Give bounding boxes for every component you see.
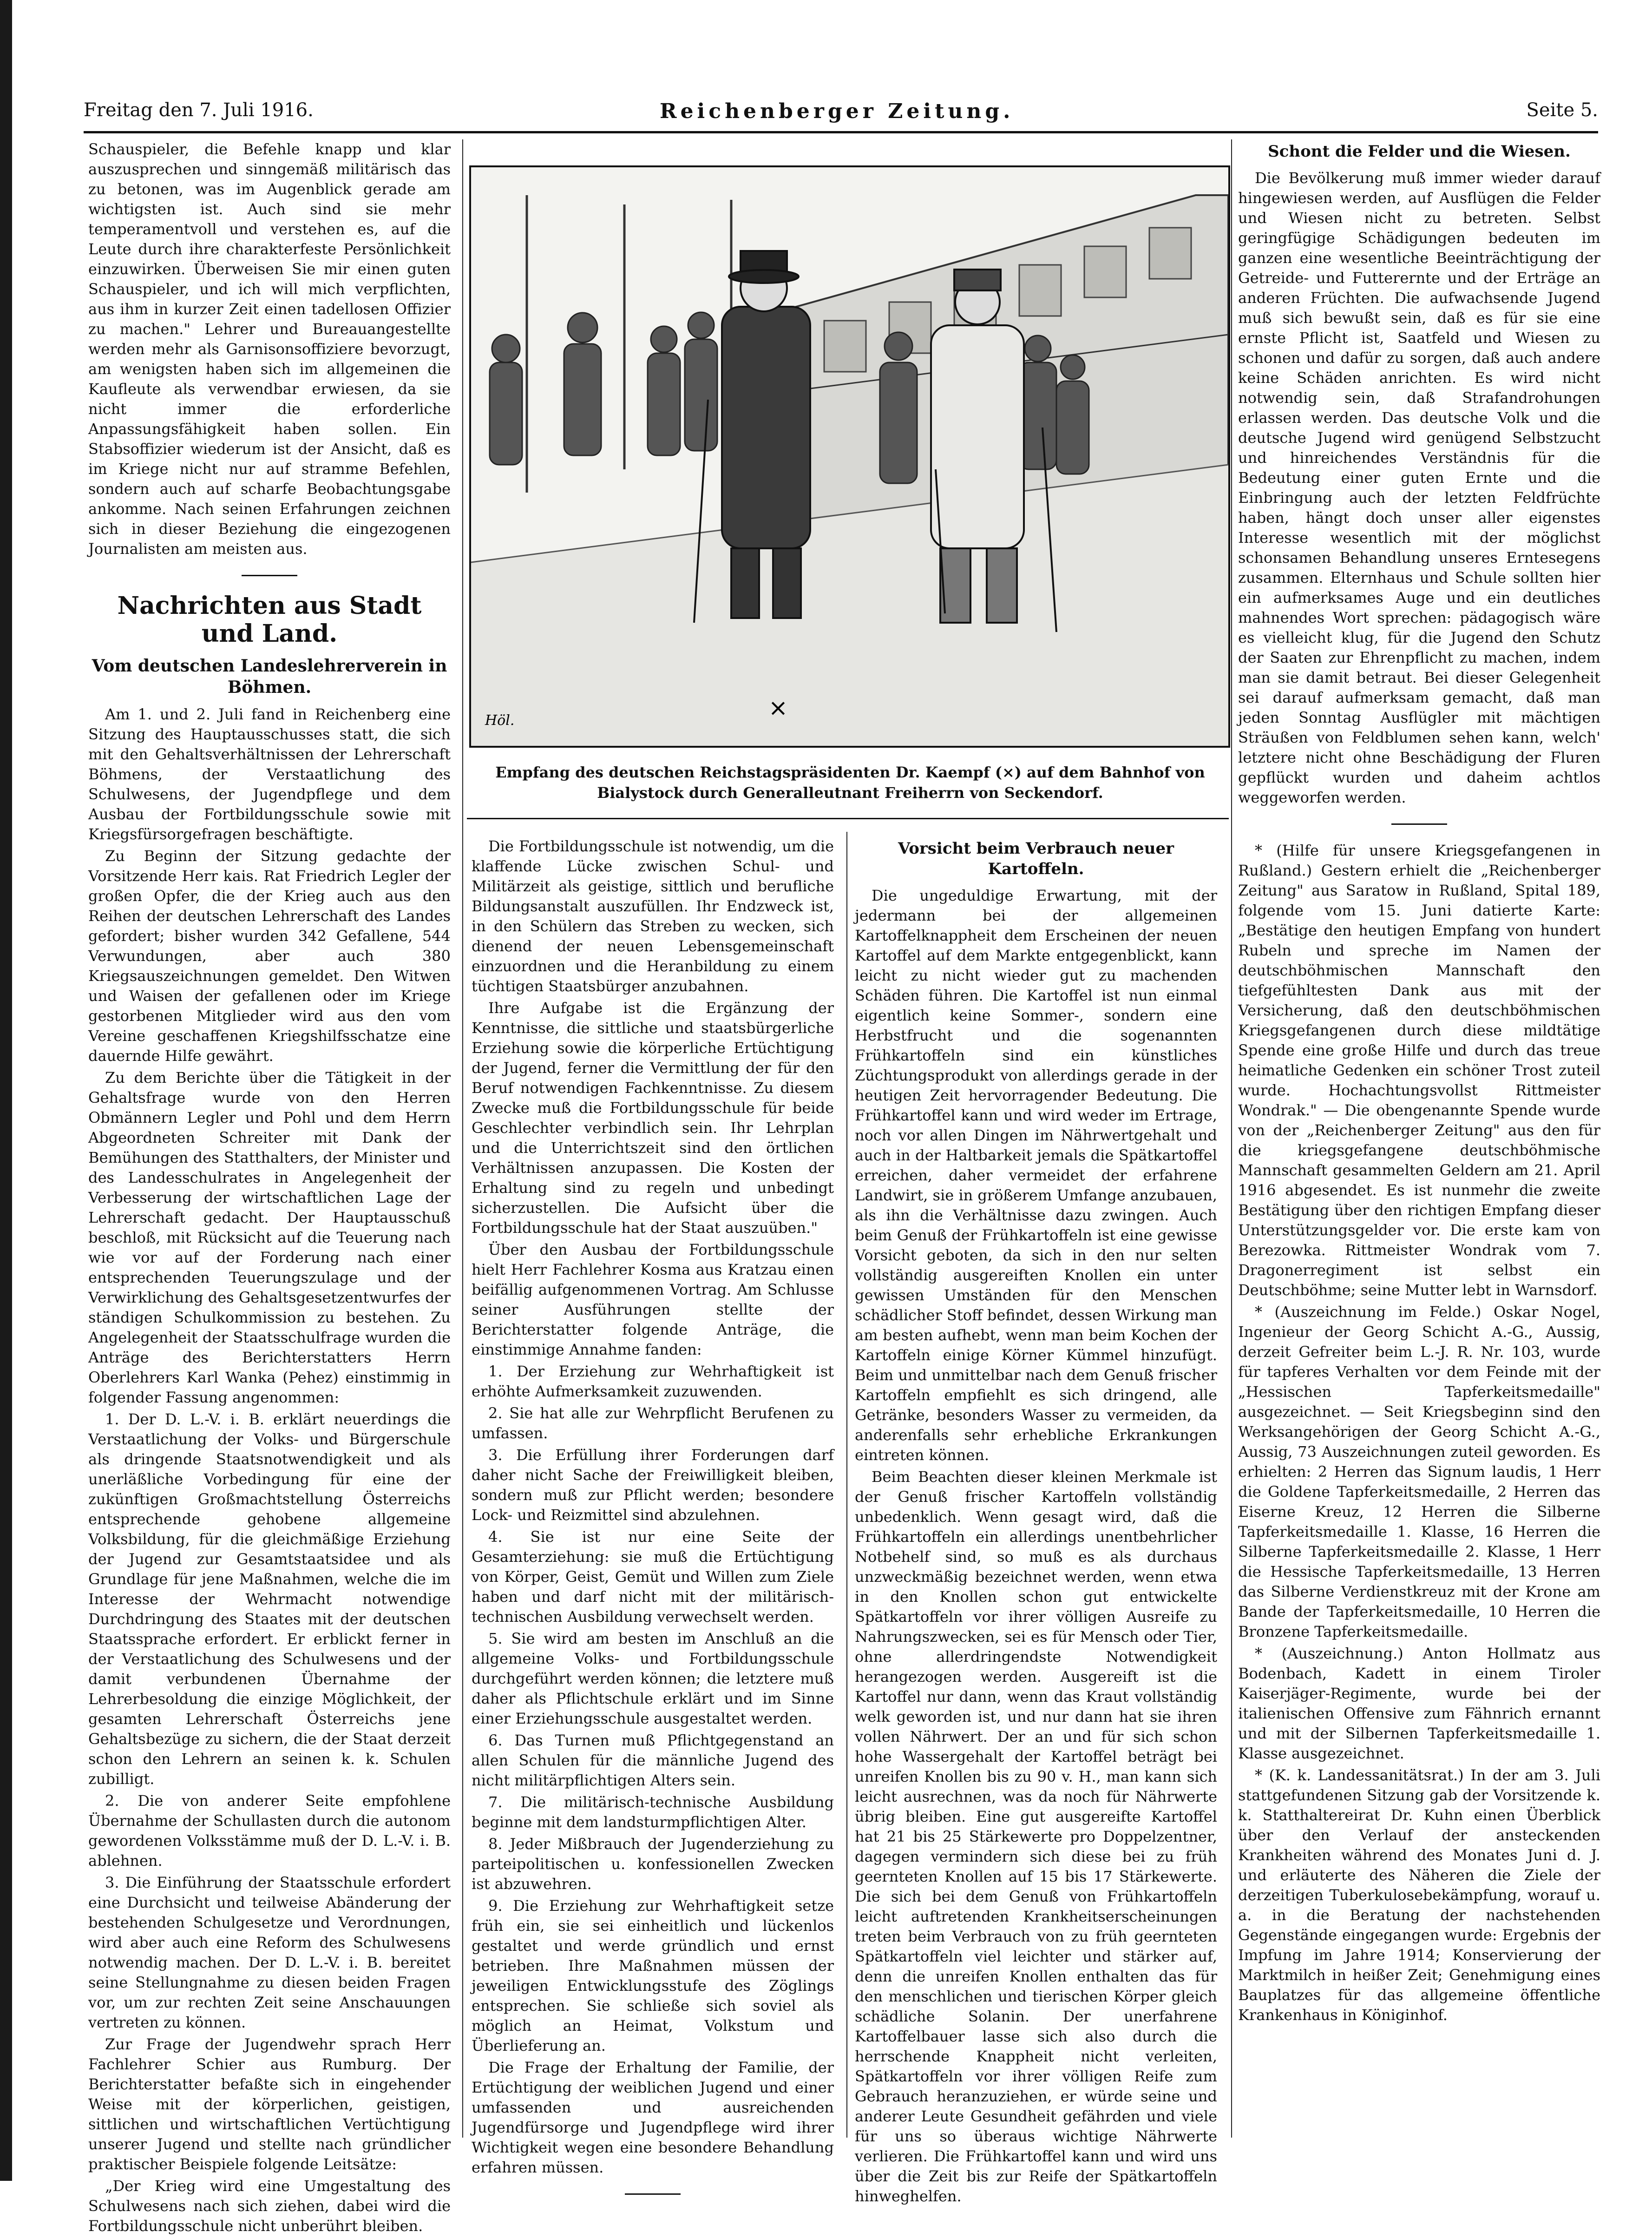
paragraph: Die Bevölkerung muß immer wieder darauf hingewiesen werden, auf Ausflügen die Felder und Wiesen nicht zu betreten. Selbst geringfügige Schädigungen bedeuten im ganzen eine wesentliche Beeinträchtigung der Getreide- und Futterernte und der Erträge an anderen Früchten. Die aufwachsende Jugend muß sich bewußt sein, daß es für sie eine ernste Pflicht ist, Saatfeld und Wiesen zu schonen und dafür zu sorgen, daß auch andere keine Schäden anrichten. Es wird nicht notwendig sein, daß Strafandrohungen erlassen werden. Das deutsche Volk und die deutsche Jugend wird genügend Selbstzucht und hinreichendes Verständnis für die Bedeutung einer guten Ernte und die Einbringung auch der letzten Feldfrüchte haben, hängt doch unser aller eigenstes Interesse wesentlich mit der möglichst schonsamen Behandlung unseres Erntesegens zusammen. Elternhaus und Schule sollten hier ein aufmerksames Auge und ein deutliches mahnendes Wort sprechen: pädagogisch wäre es vielleicht klug, für die Jugend den Schutz der Saaten zur Ehrenpflicht zu machen, indem man sie damit betraut. Bei dieser Gelegenheit sei darauf aufmerksam gemacht, daß man jeden Sonntag Ausflügler mit mächtigen Sträußen von Feldblumen sehen kann, welch' letztere nicht ohne Beschädigung der Fluren gepflückt wurden und daheim achtlos weggeworfen werden. <box>1238 169 1600 806</box>
column-1 <box>88 139 451 2238</box>
list-item: 2. Sie hat alle zur Wehrpflicht Berufenen zu umfassen. <box>472 1404 834 1442</box>
section-title: Nachrichten aus Stadt und Land. <box>117 592 422 648</box>
illustration-drawing <box>471 167 1228 746</box>
notice: * (K. k. Landessanitätsrat.) In der am 3. Juli stattgefundenen Sitzung gab der Vorsitzende k. k. Statthaltereirat Dr. Kuhn einen Überblick über den Verlauf der ansteckenden Krankheiten während des Monates Juni d. J. und erläuterte des Näheren die Ziele der derzeitigen Tuberkulosebekämpfung, worauf u. a. in die Beratung der nachstehenden Gegenstände eingegangen wurde: Ergebnis der Impfung im Jahre 1914; Konservierung der Marktmilch in heißer Zeit; Genehmigung eines Bauplatzes für das allgemeine öffentliche Krankenhaus in Königinhof. <box>1238 1766 1600 2024</box>
paragraph: 3. Die Einführung der Staatsschule erfordert eine Durchsicht und teilweise Abänderung der bestehenden Schulgesetze und Verordnungen, wird aber auch eine Reform des Schulwesens notwendig machen. Der D. L.-V. i. B. bereitet seine Stellungnahme zu diesen beiden Fragen vor, um zur rechten Zeit seine Anschauungen vertreten zu können. <box>88 1874 451 2031</box>
separator <box>242 575 297 576</box>
paragraph: Beim Beachten dieser kleinen Merkmale ist der Genuß frischer Kartoffeln vollständig unbedenklich. Wenn gesagt wird, daß die Frühkartoffeln ein allerdings unentbehrlicher Notbehelf sind, so muß es als durchaus unzweckmäßig bezeichnet werden, wenn etwa in den Knollen schon gut entwickelte Spätkartoffeln vor ihrer völligen Ausreife zu Nahrungszwecken, sei es für Mensch oder Tier, ohne allerdringendste Notwendigkeit herangezogen werden. Ausgereift ist die Kartoffel nur dann, wenn das Kraut vollständig welk geworden ist, und nur dann hat sie ihren vollen Nährwert. Der an und für sich schon hohe Wassergehalt der Kartoffel beträgt bei unreifen Knollen bis zu 90 v. H., man kann sich leicht ausrechnen, was da noch für Nährwerte übrig bleiben. Eine gut ausgereifte Kartoffel hat 21 bis 25 Stärkewerte pro Doppelzentner, dagegen vermindern sich diese bei zu früh geernteten Knollen auf 15 bis 17 Stärkewerte. Die sich bei dem Genuß von Frühkartoffeln leicht auftretenden Krankheitserscheinungen treten beim Verbrauch von zu früh geernteten Spätkartoffeln viel leichter und stärker auf, denn die unreifen Knollen enthalten das für den menschlichen und tierischen Körper gleich schädliche Solanin. Der unerfahrene Kartoffelbauer lasse sich also durch die herrschende Knappheit nicht verleiten, Spätkartoffeln vor ihrer völligen Reife zum Gebrauch heranzuziehen, er würde seine und anderer Leute Gesundheit gefährden und viele für uns so überaus wichtige Nährwerte verlieren. Die Frühkartoffel kann und wird uns über die Zeit bis zur Reife der Spätkartoffeln hinweghelfen. <box>855 1468 1217 2205</box>
paragraph: Ihre Aufgabe ist die Ergänzung der Kenntnisse, die sittliche und staatsbürgerliche Erziehung sowie die körperliche Ertüchtigung der Jugend, ferner die Vermittlung der für den Beruf notwendigen Fachkenntnisse. Zu diesem Zwecke muß die Fortbildungsschule für beide Geschlechter verbindlich sein. Ihr Lehrplan und die Unterrichtszeit sind den örtlichen Verhältnissen anzupassen. Die Kosten der Erhaltung sind zu regeln und unbedingt sicherzustellen. Die Aufsicht über die Fortbildungsschule hat der Staat auszuüben." <box>472 999 834 1237</box>
column-4 <box>1238 139 1600 2027</box>
paragraph: Zu dem Berichte über die Tätigkeit in der Gehaltsfrage wurde von den Herren Obmännern Legler und Pohl und dem Herrn Abgeordneten Schreiter mit Dank der Bemühungen des Statthalters, der Minister und des Landesschulrates in Angelegenheit der Verbesserung der wirtschaftlichen Lage der Lehrerschaft gedacht. Der Hauptausschuß beschloß, mit Rücksicht auf die Teuerung nach wie vor auf der Forderung nach einer entsprechenden Teuerungszulage und der Verwirklichung des Gehaltsgesetzentwurfes der ständigen Schulkommission zu bestehen. Zu Angelegenheit der Staatsschulfrage wurden die Anträge des Berichterstatters Herrn Oberlehrers Karl Wanka (Pehez) einstimmig in folgender Fassung angenommen: <box>88 1069 451 1406</box>
column-3 <box>855 836 1217 2208</box>
article-title: Vorsicht beim Verbrauch neuer Kartoffeln. <box>898 839 1174 878</box>
list-item: 6. Das Turnen muß Pflichtgegenstand an allen Schulen für die männliche Jugend des nicht militärpflichtigen Alters sein. <box>472 1731 834 1789</box>
figure-rule <box>467 818 1229 819</box>
paragraph: Die Fortbildungsschule ist notwendig, um die klaffende Lücke zwischen Schul- und Militärzeit als geistige, sittlich und berufliche Bildungsanstalt auszufüllen. Ihr Endzweck ist, in den Schülern das Streben zu wecken, sich dienend der neuen Lebensgemeinschaft einzuordnen und die Heranbildung zu einem tüchtigen Staatsbürger anzubahnen. <box>472 837 834 995</box>
article-title: Vom deutschen Landeslehrerverein in Böhmen. <box>92 656 447 697</box>
paragraph: 1. Der D. L.-V. i. B. erklärt neuerdings die Verstaatlichung der Volks- und Bürgerschule als dringende Staatsnotwendigkeit und als unerläßliche Vorbedingung für eine der zukünftigen Großmachtstellung Österreichs entsprechende gehobene allgemeine Volksbildung, für die gleichmäßige Erziehung der Jugend zur Gesamtstaatsidee und als Grundlage für jene Maßnahmen, welche die im Interesse der Wehrmacht notwendige Durchdringung des Staates mit der deutschen Staatssprache erfordert. Er erblickt ferner in der Verstaatlichung des Schulwesens und der damit verbundenen Übernahme der Lehrerbesoldung die einzige Möglichkeit, der gesamten Lehrerschaft Österreichs jene Gehaltsbezüge zu sichern, die der Staat derzeit schon den Lehrern an seinen k. k. Schulen zubilligt. <box>88 1410 451 1788</box>
column-divider <box>1231 139 1232 2138</box>
paragraph: „Der Krieg wird eine Umgestaltung des Schulwesens nach sich ziehen, dabei wird die Fortbildungsschule nicht unberührt bleiben. <box>88 2177 451 2235</box>
article-title: Schont die Felder und die Wiesen. <box>1268 142 1571 161</box>
list-item: 9. Die Erziehung zur Wehrhaftigkeit setze früh ein, sie sei einheitlich und lückenlos gestaltet und werde gründlich und ernst betrieben. Ihre Maßnahmen müssen der jeweiligen Entwicklungsstufe des Zöglings entsprechen. Sie schließe sich soviel als möglich an Heimat, Volkstum und Überlieferung an. <box>472 1897 834 2054</box>
notice: * (Auszeichnung.) Anton Hollmatz aus Bodenbach, Kadett in einem Tiroler Kaiserjäger-Regimente, wurde bei der italienischen Offensive zum Fähnrich ernannt und mit der Silbernen Tapferkeitsmedaille 1. Klasse ausgezeichnet. <box>1238 1645 1600 1762</box>
separator <box>1391 823 1447 825</box>
list-item: 1. Der Erziehung zur Wehrhaftigkeit ist erhöhte Aufmerksamkeit zuzuwenden. <box>472 1363 834 1400</box>
paragraph: Zur Frage der Jugendwehr sprach Herr Fachlehrer Schier aus Rumburg. Der Berichterstatter befaßte sich in eingehender Weise mit der körperlichen, geistigen, sittlichen und wirtschaftlichen Vertüchtigung unserer Jugend und stellte nach gründlicher praktischer Beispiele folgende Leitsätze: <box>88 2035 451 2173</box>
figure-caption: Empfang des deutschen Reichstagspräsidenten Dr. Kaempf (×) auf dem Bahnhof von Bialystock durch Generalleutnant Freiherrn von Seckendorf. <box>495 764 1205 802</box>
header-rule <box>84 131 1598 133</box>
masthead: Reichenberger Zeitung. <box>660 99 1014 123</box>
scan-edge <box>0 0 12 2181</box>
notice: * (Auszeichnung im Felde.) Oskar Nogel, Ingenieur der Georg Schicht A.-G., Aussig, derzeit Gefreiter beim L.-J. R. Nr. 103, wurde für tapferes Verhalten vor dem Feinde mit der „Hessischen Tapferkeitsmedaille" ausgezeichnet. — Seit Kriegsbeginn sind den Werksangehörigen der Georg Schicht A.-G., Aussig, 73 Auszeichnungen zuteil geworden. Es erhielten: 2 Herren das Signum laudis, 1 Herr die Goldene Tapferkeitsmedaille, 2 Herren das Eiserne Kreuz, 12 Herren die Silberne Tapferkeitsmedaille 1. Klasse, 16 Herren die Silberne Tapferkeitsmedaille 2. Klasse, 1 Herr die Hessische Tapferkeitsmedaille, 13 Herren das Silberne Verdienstkreuz mit der Krone am Bande der Tapferkeitsmedaille, 10 Herren die Bronzene Tapferkeitsmedaille. <box>1238 1303 1600 1640</box>
page-number: Seite 5. <box>1526 99 1598 121</box>
list-item: 3. Die Erfüllung ihrer Forderungen darf daher nicht Sache der Freiwilligkeit bleiben, sondern muß zur Pflicht werden; besondere Lock- und Reizmittel sind abzulehnen. <box>472 1446 834 1524</box>
paragraph: Über den Ausbau der Fortbildungsschule hielt Herr Fachlehrer Kosma aus Kratzau einen beifällig aufgenommenen Vortrag. Am Schlusse seiner Ausführungen stellte der Berichterstatter folgende Anträge, die einstimmige Annahme fanden: <box>472 1241 834 1358</box>
list-item: 5. Sie wird am besten im Anschluß an die allgemeine Volks- und Fortbildungsschule durchgeführt werden können; die letztere muß daher als Pflichtschule erklärt und im Sinne einer Erziehungsschule ausgestaltet werden. <box>472 1630 834 1727</box>
column-divider <box>846 832 847 2138</box>
column-2 <box>472 836 834 2211</box>
paragraph: Die Frage der Erhaltung der Familie, der Ertüchtigung der weiblichen Jugend und einer umfassenden und ausreichenden Jugendfürsorge und Jugendpflege wird ihrer Wichtigkeit wegen eine besondere Behandlung erfahren müssen. <box>472 2059 834 2176</box>
page-header <box>84 99 1598 127</box>
column-divider <box>462 139 463 2138</box>
article-continuation: Schauspieler, die Befehle knapp und klar auszusprechen und sinngemäß militärisch das zu betonen, was im Augenblick gerade am wichtigsten ist. Auch sind sie mehr temperamentvoll und verstehen es, auf die Leute durch ihre charakterfeste Persönlichkeit einzuwirken. Überweisen Sie mir einen guten Schauspieler, und ich will mich verpflichten, aus ihm in kurzer Zeit einen tadellosen Offizier zu machen." Lehrer und Bureauangestellte werden mehr als Garnisonsoffiziere bevorzugt, am wenigsten haben sich im allgemeinen die Kaufleute als verwendbar erwiesen, da sie nicht immer die erforderliche Anpassungsfähigkeit haben sollen. Ein Stabsoffizier wiederum ist der Ansicht, daß es im Kriege nicht nur auf stramme Befehlen, sondern auch auf scharfe Beobachtungsgabe ankomme. Nach seinen Erfahrungen zeichnen sich in dieser Beziehung die eingezogenen Journalisten am meisten aus. <box>88 140 451 558</box>
list-item: 8. Jeder Mißbrauch der Jugenderziehung zu parteipolitischen u. konfessionellen Zwecken ist abzuwehren. <box>472 1835 834 1893</box>
mark-cross: × <box>768 694 788 721</box>
paragraph: Zu Beginn der Sitzung gedachte der Vorsitzende Herr kais. Rat Friedrich Legler der großen Opfer, die der Krieg auch aus den Reihen der deutschen Lehrerschaft des Landes gefordert; bisher wurden 342 Gefallene, 544 Verwundungen, aber auch 380 Kriegsauszeichnungen gemeldet. Den Witwen und Waisen der gefallenen oder im Kriege gestorbenen Mitglieder wird aus den vom Vereine geschaffenen Kriegshilfsschatze eine dauernde Hilfe gewährt. <box>88 847 451 1065</box>
paragraph: Am 1. und 2. Juli fand in Reichenberg eine Sitzung des Hauptausschusses statt, die sich mit den Gehaltsverhältnissen der Lehrerschaft Böhmens, der Verstaatlichung des Schulwesens, der Jugendpflege und dem Ausbau der Fortbildungsschule sowie mit Kriegsfürsorgefragen beschäftigte. <box>88 705 451 843</box>
illustration <box>469 165 1230 748</box>
list-item: 4. Sie ist nur eine Seite der Gesamterziehung: sie muß die Ertüchtigung von Körper, Geist, Gemüt und Willen zum Ziele haben und darf nicht mit der militärisch-technischen Ausbildung verwechselt werden. <box>472 1528 834 1626</box>
paragraph: Die ungeduldige Erwartung, mit der jedermann bei der allgemeinen Kartoffelknappheit dem Erscheinen der neuen Kartoffel auf dem Markte entgegenblickt, kann leicht zu nicht wieder gut zu machenden Schäden führen. Die Kartoffel ist nun einmal eigentlich keine Sommer-, sondern eine Herbstfrucht und die sogenannten Frühkartoffeln sind ein künstliches Züchtungsprodukt von allerdings gerade in der heutigen Zeit hervorragender Bedeutung. Die Frühkartoffel kann und wird weder im Ertrage, noch vor allen Dingen im Nährwertgehalt und auch in der Haltbarkeit jemals die Spätkartoffel erreichen, daher vermeidet der erfahrene Landwirt, sie in größerem Umfange anzubauen, als ihn die Verhältnisse dazu zwingen. Auch beim Genuß der Frühkartoffeln ist eine gewisse Vorsicht geboten, da sich in den nur selten vollständig ausgereiften Knollen ein unter gewissen Umständen für den Menschen schädlicher Stoff befindet, dessen Wirkung man am besten aufhebt, wenn man beim Kochen der Kartoffeln einige Körner Kümmel hinzufügt. Beim und unmittelbar nach dem Genuß frischer Kartoffeln empfiehlt es sich dringend, alle Getränke, besonders Wasser zu vermeiden, da anderenfalls sehr erhebliche Erkrankungen eintreten können. <box>855 887 1218 1464</box>
list-item: 7. Die militärisch-technische Ausbildung beginne mit dem landsturmpflichtigen Alter. <box>472 1793 834 1831</box>
artist-signature: Höl. <box>485 712 515 729</box>
header-date: Freitag den 7. Juli 1916. <box>84 99 314 121</box>
separator <box>625 2193 681 2195</box>
notice: * (Hilfe für unsere Kriegsgefangenen in Rußland.) Gestern erhielt die „Reichenberger Zeitung" aus Saratow in Rußland, Spital 189, folgende vom 15. Juni datierte Karte: „Bestätige den heutigen Empfang von hundert Rubeln und spreche im Namen der deutschböhmischen Mannschaft den tiefgefühltesten Dank aus mit der Versicherung, daß den deutschböhmischen Kriegsgefangenen durch diese mildtätige Spende eine große Hilfe und durch das treue heimatliche Gedenken ein schöner Trost zuteil wurde. Hochachtungsvollst Rittmeister Wondrak." — Die obengenannte Spende wurde von der „Reichenberger Zeitung" aus den für die kriegsgefangene deutschböhmische Mannschaft gesammelten Geldern am 21. April 1916 abgesendet. Es ist nunmehr die zweite Bestätigung über den richtigen Empfang dieser Unterstützungsgelder vor. Die erste kam von Berezowka. Rittmeister Wondrak vom 7. Dragonerregiment ist selbst ein Deutschböhme; seine Mutter lebt in Warnsdorf. <box>1238 842 1600 1299</box>
paragraph: 2. Die von anderer Seite empfohlene Übernahme der Schullasten durch die autonom gewordenen Volksstämme muß der D. L.-V. i. B. ablehnen. <box>88 1792 451 1869</box>
